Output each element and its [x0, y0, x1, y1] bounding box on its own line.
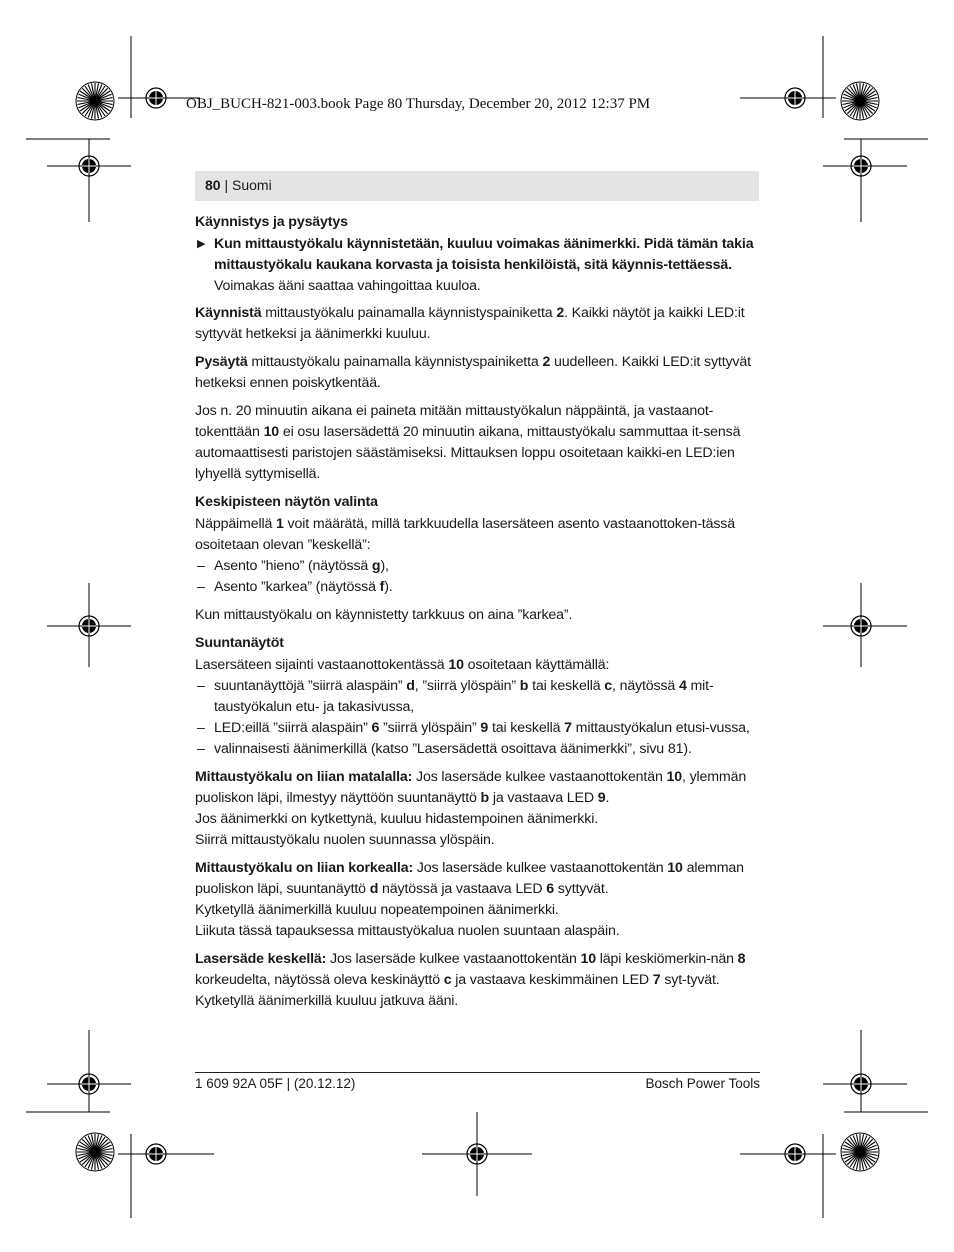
center-options-list	[195, 556, 760, 598]
text: alemman puoliskon läpi, suuntanäyttö	[195, 860, 744, 897]
paragraph-too-low	[195, 767, 760, 851]
text: ja vastaava keskimmäinen LED	[451, 972, 653, 988]
text: suuntanäyttöjä ”siirrä alaspäin”	[214, 678, 407, 694]
text: , ”siirrä ylöspäin”	[414, 678, 520, 694]
ref-number: 10	[448, 657, 464, 673]
page-content	[195, 212, 760, 1019]
ref: 10	[580, 951, 597, 967]
ref: 10	[666, 769, 682, 785]
text: näytössä ja vastaava LED	[378, 881, 547, 897]
text: LED:eillä ”siirrä alaspäin”	[214, 720, 372, 736]
footer-rule	[195, 1072, 760, 1073]
text: tai keskellä	[528, 678, 605, 694]
lead-stop: Pysäytä	[195, 354, 248, 370]
ref: b	[480, 790, 490, 806]
text: uudelleen. Kaikki LED:it syttyvät hetkeksi ennen poiskytkentää.	[195, 354, 751, 391]
direction-list	[195, 676, 760, 760]
ref: c	[604, 678, 612, 694]
text: Liikuta tässä tapauksessa mittaustyökalua nuolen suuntaan alaspäin.	[195, 923, 620, 939]
paragraph-direction	[195, 655, 760, 676]
ref: 9	[597, 790, 606, 806]
text: voit määrätä, millä tarkkuudella lasersäteen asento vastaanottoken-tässä osoitetaan olevan ”keskellä”:	[195, 516, 735, 553]
warning-bold-text: Kun mittaustyökalu käynnistetään, kuuluu voimakas äänimerkki. Pidä tämän takia mittaustyökalu kaukana korvasta ja toisista henkilöistä, sitä käynnis-tettäessä.	[214, 236, 754, 273]
text: Jos lasersäde kulkee vastaanottokentän	[412, 769, 667, 785]
heading-direction: Suuntanäytöt	[195, 635, 284, 651]
ref: d	[369, 881, 379, 897]
paragraph-start	[195, 303, 760, 345]
text: läpi keskiömerkin-nän	[596, 951, 738, 967]
text: tai keskellä	[488, 720, 565, 736]
list-item: – valinnaisesti äänimerkillä (katso ”Lasersädettä osoittava äänimerkki”, sivu 81).	[197, 741, 692, 757]
text: syt-tyvät. Kytketyllä äänimerkillä kuuluu jatkuva ääni.	[195, 972, 720, 1009]
page-header	[195, 171, 759, 201]
text: Asento ”hieno” (näytössä	[214, 558, 372, 574]
heading-center: Keskipisteen näytön valinta	[195, 494, 378, 510]
text: Jos lasersäde kulkee vastaanottokentän	[326, 951, 581, 967]
page-number: 80	[205, 177, 221, 193]
text: ja vastaava LED	[489, 790, 598, 806]
text: Kytketyllä äänimerkillä kuuluu nopeatempoinen äänimerkki.	[195, 902, 559, 918]
paragraph-stop	[195, 352, 760, 394]
text: mittaustyökalu painamalla käynnistyspainiketta	[261, 305, 557, 321]
footer-document-number: 1 609 92A 05F | (20.12.12)	[195, 1076, 356, 1091]
text: .	[605, 790, 610, 806]
lead-too-high: Mittaustyökalu on liian korkealla:	[195, 860, 414, 876]
text: valinnaisesti äänimerkillä (katso ”Lasersädettä osoittava äänimerkki”, sivu 81).	[214, 741, 692, 757]
text: Jos lasersäde kulkee vastaanottokentän	[413, 860, 668, 876]
list-item: – Asento ”hieno” (näytössä g),	[197, 558, 389, 574]
lead-centered: Lasersäde keskellä:	[195, 951, 327, 967]
text: Jos äänimerkki on kytkettynä, kuuluu hidastempoinen äänimerkki.	[195, 811, 598, 827]
lead-too-low: Mittaustyökalu on liian matalalla:	[195, 769, 413, 785]
text: Jos n. 20 minuutin aikana ei paineta mitään mittaustyökalun näppäintä, ja vastaanot-tokenttään	[195, 403, 714, 440]
paragraph-too-high	[195, 858, 760, 942]
warning-triangle-icon: ▶	[197, 238, 206, 250]
text: mittaustyökalun etusi-vussa,	[571, 720, 750, 736]
lead-start: Käynnistä	[195, 305, 262, 321]
list-item: – suuntanäyttöjä ”siirrä alaspäin” d, ”siirrä ylöspäin” b tai keskellä c, näytössä 4 mit-taustyökalun etu- ja takasivussa,	[197, 678, 714, 715]
ref: 9	[480, 720, 489, 736]
paragraph-auto-off	[195, 401, 760, 485]
ref: b	[519, 678, 529, 694]
ref: 8	[737, 951, 746, 967]
ref-letter: g	[371, 558, 381, 574]
page-header-text	[205, 177, 272, 193]
text: ).	[384, 579, 393, 595]
paragraph-centered	[195, 949, 760, 1012]
text: ),	[380, 558, 389, 574]
text: korkeudelta, näytössä oleva keskinäyttö	[195, 972, 444, 988]
warning-text: Voimakas ääni saattaa vahingoittaa kuuloa.	[214, 278, 481, 294]
list-item: – Asento ”karkea” (näytössä f).	[197, 579, 393, 595]
text: mit-taustyökalun etu- ja takasivussa,	[214, 678, 714, 715]
text: , ylemmän puoliskon läpi, ilmestyy näyttöön suuntanäyttö	[195, 769, 747, 806]
ref-number: 1	[276, 516, 284, 532]
ref: 7	[564, 720, 572, 736]
header-separator: |	[220, 177, 232, 193]
print-info-line: OBJ_BUCH-821-003.book Page 80 Thursday, December 20, 2012 12:37 PM	[186, 96, 651, 112]
list-item: – LED:eillä ”siirrä alaspäin” 6 ”siirrä ylöspäin” 9 tai keskellä 7 mittaustyökalun etusi-vussa,	[197, 720, 750, 736]
ref-letter: f	[379, 579, 385, 595]
text: Asento ”karkea” (näytössä	[214, 579, 380, 595]
text: Siirrä mittaustyökalu nuolen suunnassa ylöspäin.	[195, 832, 495, 848]
ref-number: 2	[542, 354, 551, 370]
ref: 6	[371, 720, 380, 736]
text: syttyvät.	[554, 881, 609, 897]
text: ei osu lasersädettä 20 minuutin aikana, mittaustyökalu sammuttaa it-sensä automaattisesti paristojen säästämiseksi. Mittauksen loppu osoitetaan kaikki-en LED:ien lyhyellä syttymisellä.	[195, 424, 741, 482]
ref: 7	[652, 972, 661, 988]
text: Lasersäteen sijainti vastaanottokentässä	[195, 657, 449, 673]
ref: 10	[667, 860, 683, 876]
text: osoitetaan käyttämällä:	[463, 657, 610, 673]
footer-brand: Bosch Power Tools	[645, 1076, 760, 1091]
paragraph-center-default: Kun mittaustyökalu on käynnistetty tarkkuus on aina ”karkea”.	[195, 607, 573, 623]
text: ”siirrä ylöspäin”	[379, 720, 481, 736]
header-section: Suomi	[232, 177, 272, 193]
paragraph-center	[195, 514, 760, 556]
ref: 4	[678, 678, 687, 694]
text: , näytössä	[612, 678, 679, 694]
text: Näppäimellä	[195, 516, 277, 532]
ref: 6	[546, 881, 555, 897]
ref: d	[406, 678, 415, 694]
ref: c	[443, 972, 452, 988]
text: . Kaikki näytöt ja kaikki LED:it syttyvät hetkeksi ja äänimerkki kuuluu.	[195, 305, 745, 342]
text: mittaustyökalu painamalla käynnistyspainiketta	[247, 354, 543, 370]
heading-start-stop: Käynnistys ja pysäytys	[195, 214, 348, 230]
ref-number: 2	[556, 305, 565, 321]
warning-note	[195, 234, 760, 297]
ref-number: 10	[263, 424, 280, 440]
